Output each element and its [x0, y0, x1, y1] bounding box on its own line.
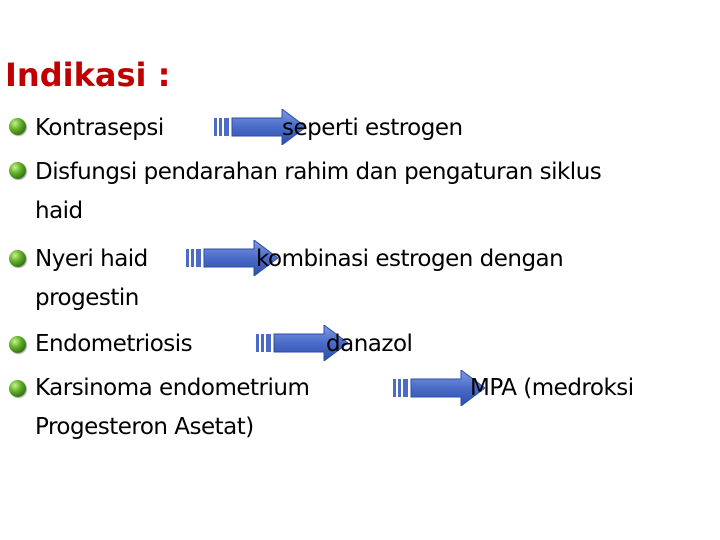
slide-title: Indikasi :	[5, 56, 171, 94]
item-label: Nyeri haid	[35, 246, 148, 272]
item-label: Kontrasepsi	[35, 115, 164, 141]
item-label-continuation: haid	[35, 198, 83, 224]
item-description-continuation: Progesteron Asetat)	[35, 414, 254, 440]
item-label: Disfungsi pendarahan rahim dan pengaturan siklus	[35, 159, 602, 185]
item-label: Endometriosis	[35, 331, 193, 357]
item-description: kombinasi estrogen dengan	[256, 246, 564, 272]
item-description: danazol	[326, 331, 413, 357]
green-bullet-icon	[9, 380, 26, 397]
item-description: MPA (medroksi	[470, 375, 634, 401]
item-label: Karsinoma endometrium	[35, 375, 310, 401]
green-bullet-icon	[9, 250, 26, 267]
green-bullet-icon	[9, 118, 26, 135]
green-bullet-icon	[9, 162, 26, 179]
green-bullet-icon	[9, 336, 26, 353]
item-description: seperti estrogen	[282, 115, 463, 141]
item-description-continuation: progestin	[35, 285, 139, 311]
